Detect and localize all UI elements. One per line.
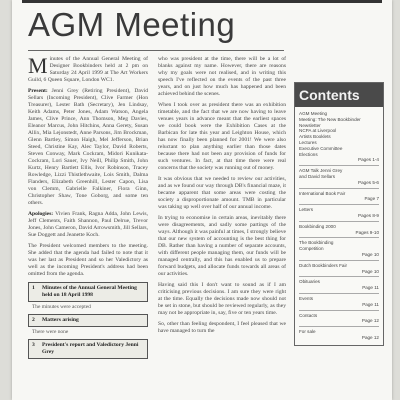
contents-entry (299, 311, 379, 328)
title-rule (28, 50, 284, 51)
agenda-item (28, 314, 148, 327)
middle-column (158, 56, 286, 339)
body-paragraph: When I took over as president there was an exhibition timetable, and the fact that we are now having to leave venues years in advance meant that the earliest spaces we could book were the Exhibition Cases at the Barbican for late this year and Leighton House, which has now finally been planned for 2001! We were also reluctant to plan anything earlier than those dates because there had not been any provision of funds for such ventures. In fact, at that time there were real concerns that the society was running out of money. (158, 102, 286, 171)
body-paragraph: who was president at the time, there will be a lot of blanks against my name. However, there are reasons why my goals were not realised, and in writing this speech I've reflected on the events of the past three years, and on just how much has happened and been achieved behind the scenes. (158, 56, 286, 97)
contents-entry-page: Page 11 (362, 301, 379, 307)
contents-entry-title: and David Sellars (299, 173, 336, 179)
contents-entry-page: Page 12 (361, 318, 379, 324)
contents-entry-title: Dutch Bookbinders Fair (299, 262, 348, 268)
contents-entry (299, 294, 379, 311)
contents-entry-title: Obituaries (299, 279, 320, 285)
contents-entry-page: Page 10 (361, 268, 379, 274)
contents-entry-page: Pages 8-9 (358, 212, 379, 218)
contents-entry-title: The Bookbinding (299, 240, 334, 246)
contents-entry-title: AGM Talk Jenni Grey (299, 168, 343, 174)
contents-entry-title: Letters (299, 207, 314, 213)
agenda-item (28, 282, 148, 302)
contents-entry-title: Artists Booklets (299, 134, 331, 140)
contents-entry-title: Meeting: The New Bookbinder (299, 116, 361, 122)
contents-entry-title: Bookbinding 2000 (299, 223, 336, 229)
contents-entry-title: Lectures (299, 139, 317, 145)
contents-entry (299, 238, 379, 260)
agenda-item-note: There were none (32, 329, 69, 335)
agenda-item-number: 3 (32, 342, 35, 348)
apologies-paragraph (28, 211, 148, 239)
agenda-item-label: President's report and Valedictory Jenni Grey (42, 342, 139, 355)
contents-entry (299, 166, 379, 188)
body-paragraph: In trying to economise in certain areas, inevitably there were disagreements, and sadly some partings of the ways. Although it was painful at times, I strongly believe that our new system of accounting is the best thing for DB. Rather than having a number of separate accounts, with different people managing them, our funds will be managed centrally, and this has enabled us to prepare forward budgets, and allocate funds towards all areas of our activities. (158, 215, 286, 277)
drop-cap: M (28, 53, 48, 78)
contents-entry-title: Events (299, 295, 314, 301)
contents-entry-title: Newsletter (299, 122, 321, 128)
body-paragraph: Having said this I don't want to sound as if I am criticising previous decisions. I am sure they were right at the time. Equally the decisions made now should not be set in stone, but should be reviewed regularly, as they may not be appropriate in, say, five or ten years time. (158, 282, 286, 316)
contents-entry-title: Competition (299, 246, 324, 252)
page-title: AGM Meeting (28, 6, 236, 43)
agenda-item (28, 339, 148, 359)
body-paragraph: So, other than feeling despondent, I feel pleased that we have managed to turn the (158, 321, 286, 334)
present-paragraph (28, 88, 148, 207)
contents-entry (299, 189, 379, 206)
contents-entry-page: Pages 9-10 (355, 229, 379, 235)
present-label: Present: (28, 88, 48, 94)
contents-entry (299, 327, 379, 343)
apologies-label: Apologies: (28, 211, 54, 217)
contents-entry-page: Page 7 (364, 196, 379, 202)
contents-entry (299, 109, 379, 166)
newsletter-page (12, 0, 392, 400)
contents-list (295, 107, 383, 345)
intro-text: inutes of the Annual General Meeting of Designer Bookbinders held at 2 pm on Saturday 24 April 1999 at The Art Workers Guild, 6 Queen Square, London WC1. (28, 56, 148, 83)
welcome-paragraph: The President welcomed members to the meeting. She added that the agenda had failed to note that it was her last as President and so her Valedictory as well as the incoming President's address had been omitted from the agenda. (28, 243, 148, 277)
contents-entry-page: Pages 5-6 (358, 179, 379, 185)
contents-entry-title: AGM Meeting (299, 111, 328, 116)
intro-paragraph (28, 53, 148, 84)
contents-entry-page: Page 12 (361, 334, 379, 340)
contents-entry-page: Page 11 (362, 285, 379, 291)
present-list: Jenni Grey (Retiring President), David Sellars (Incoming President), Clive Farmer (Hon Treasurer), Lester Bath (Secretary), Jen Lindsay, Keith Adams, Peter Jones, Adam Watson, Angela James, Clive Prince, Ann Thomson, Meg Davies, Eleanor Marcus, John Hitchins, Anna Gerety, Susan Allix, Mia Lejonstedt, Anne Parsons, Jim Brockman, Glenn Bartley, Simon Haigh, Mel Jefferson, Brian Steed, Christine Kay, Alec Taylor, David Roberts, Steven Conway, Mark Cockram, Midori Kunikata-Cockram, Lori Sauer, Ivy Neill, Philip Smith, John Kurtz, Henry Bartlett Ellis, Ivor Robinson, Tracey Rowledge, Lizzi Thistlethwaite, Lois Smith, Dalma Flanders, Elizabeth Greenhill, Lester Capon, Lisa von Clemm, Gabrielle Falkiner, Flora Ginn, Christopher Shaw, Tone Goborg, and some ten others. (28, 88, 148, 206)
contents-entry-title: International Book Fair (299, 190, 346, 196)
contents-entry (299, 205, 379, 222)
contents-entry-title: Executive Committee (299, 145, 343, 151)
contents-entry (299, 222, 379, 239)
contents-entry-page: Page 10 (361, 251, 379, 257)
top-rule (22, 0, 382, 3)
contents-entry-title: For sale (299, 329, 316, 335)
agenda-item-number: 2 (32, 317, 35, 323)
contents-header: Contents (295, 83, 383, 107)
body-paragraph: It was obvious that we needed to review our activities, and as we found our way through DB's financial maze, it became apparent that some areas were costing the society a disproportionate amount. TMB in particular was taking up well over half of our annual income. (158, 176, 286, 210)
contents-entry-title: Contacts (299, 312, 318, 318)
agenda-item-label: Minutes of the Annual General Meeting held on 18 April 1998 (42, 285, 137, 298)
apologies-list: Vivien Frank, Ragna Adda, John Lewis, Jeff Clements, Faith Shannon, Paul Delrue, Trevor Jones, John Cameron, David Arrowsmith, Jill Sellars, Sue Doggett and Jeanette Koch. (28, 211, 148, 238)
agenda-item-note: The minutes were accepted (32, 304, 91, 310)
contents-box (294, 82, 384, 346)
contents-entry (299, 261, 379, 278)
agenda-item-number: 1 (32, 285, 35, 291)
contents-entry-title: NCPA at Liverpool (299, 128, 337, 134)
contents-entry-page: Pages 1-4 (358, 157, 379, 163)
contents-entry-title: Elections (299, 151, 318, 157)
agenda-item-label: Matters arising (42, 317, 79, 323)
left-column (28, 53, 148, 361)
contents-entry (299, 277, 379, 294)
